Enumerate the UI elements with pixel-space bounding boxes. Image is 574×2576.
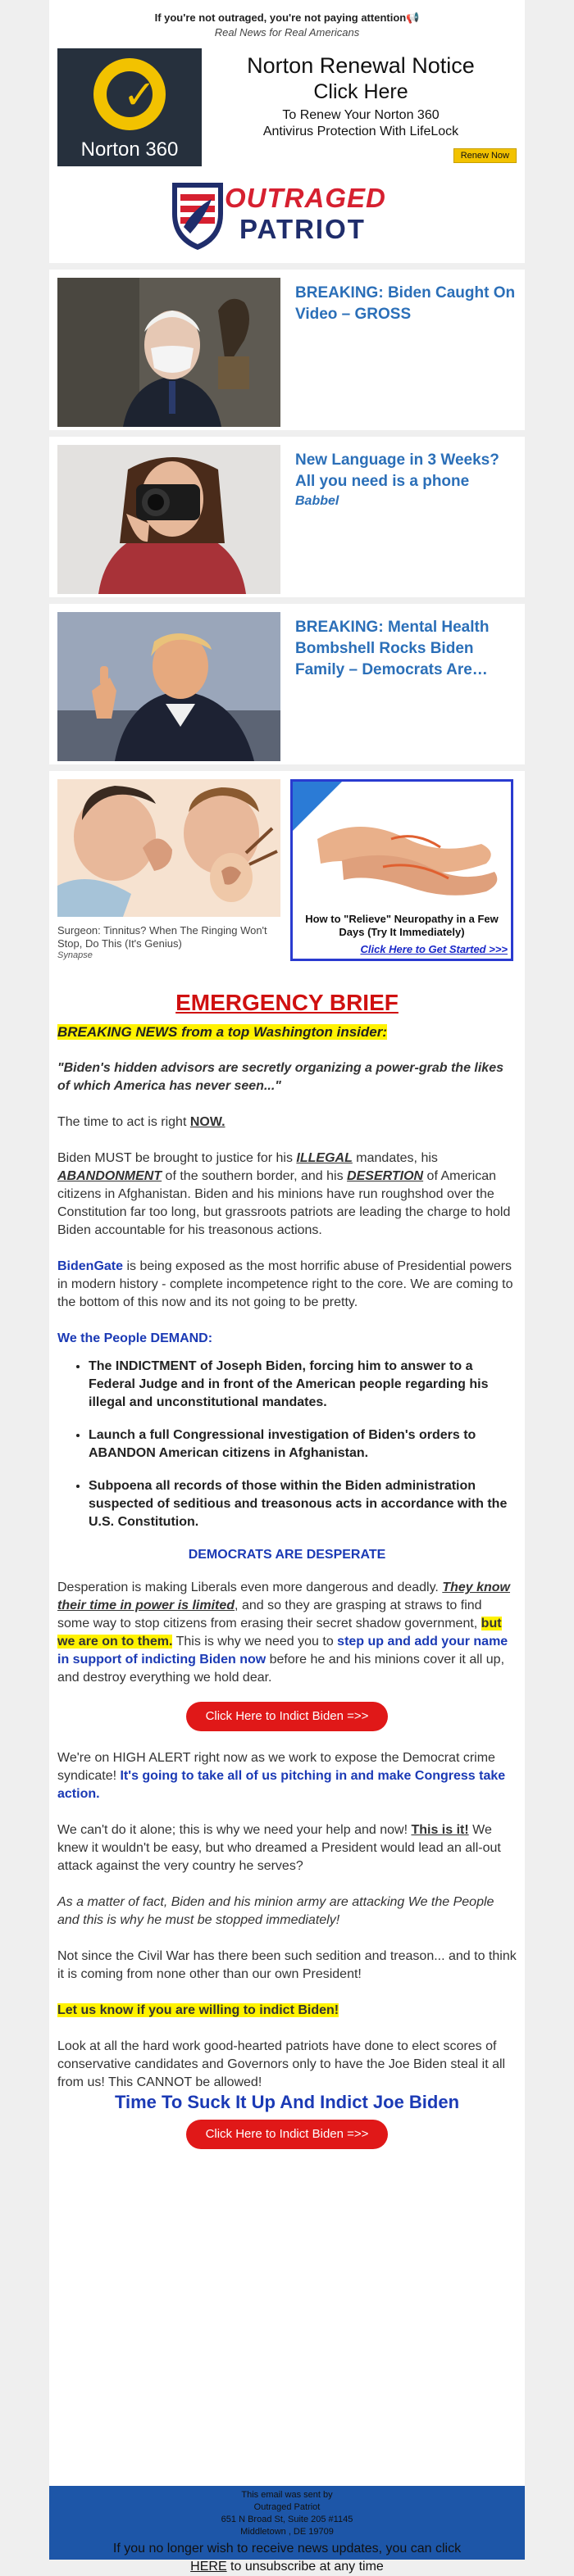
tinnitus-ad-image[interactable] <box>57 779 280 917</box>
story-image-trump[interactable] <box>57 612 280 761</box>
norton-logo[interactable] <box>57 48 202 166</box>
list-item: • The INDICTMENT of Joseph Biden, forcing him to answer to a Federal Judge and in front of the American people regarding his illegal and unconstitutional mandates. <box>89 1358 517 1412</box>
norton-line2: Antivirus Protection With LifeLock <box>262 125 459 138</box>
indict-button[interactable]: Click Here to Indict Biden =>> <box>186 2120 389 2149</box>
email-page <box>49 0 525 2574</box>
norton-ad[interactable] <box>57 45 517 166</box>
demand-list <box>57 1358 517 1531</box>
story-headline[interactable]: New Language in 3 Weeks? All you need is a phone <box>295 451 499 490</box>
norton-brand: Norton 360 <box>80 138 179 161</box>
norton-line1: To Renew Your Norton 360 <box>282 108 440 122</box>
story-source: Babbel <box>295 494 339 508</box>
paragraph-bidengate: BidenGate is being exposed as the most horrific abuse of Presidential powers in modern history - complete incompetence right to the core. We are coming to the bottom of this now and its not going to be pretty. <box>57 1259 513 1309</box>
neuropathy-ad[interactable] <box>290 779 513 961</box>
renew-now-button[interactable]: Renew Now <box>453 148 517 163</box>
norton-title[interactable]: Norton Renewal Notice <box>247 53 475 78</box>
desperate-heading: DEMOCRATS ARE DESPERATE <box>188 1548 386 1562</box>
paragraph-justice: Biden MUST be brought to justice for his ILLEGAL mandates, his ABANDONMENT of the southern border, and his DESERTION of American citizens in Afghanistan. Biden and his minions have run roughshod over the Constitution far too long, but grassroots patriots are leading the charge to hold Biden accountable for his treasonous actions. <box>57 1151 511 1237</box>
norton-text[interactable] <box>205 53 517 140</box>
logo-word-outraged: OUTRAGED <box>225 183 386 213</box>
list-item: • Launch a full Congressional investigation of Biden's orders to ABANDON American citizens in Afghanistan. <box>89 1426 517 1463</box>
footer-sent-by: This email was sent by <box>241 2490 333 2500</box>
story-image-biden[interactable] <box>57 278 280 427</box>
tagline: If you're not outraged, you're not paying attention📢 <box>154 11 420 24</box>
closing-heading: Time To Suck It Up And Indict Joe Biden <box>114 2092 460 2112</box>
megaphone-icon: 📢 <box>406 11 420 24</box>
site-logo[interactable] <box>49 173 525 263</box>
tinnitus-ad-source: Synapse <box>57 950 93 960</box>
paragraph-act-now: The time to act is right NOW. <box>57 1115 226 1129</box>
article-body <box>49 990 525 2149</box>
paragraph-help: We can't do it alone; this is why we need your help and now! This is it! We knew it wouldn't be easy, but who dreamed a President would lead an all-out attack against the very country he serves? <box>57 1823 501 1873</box>
unsubscribe-text: If you no longer wish to receive news updates, you can click HERE to unsubscribe at any time <box>112 2542 462 2574</box>
footer-city: Middletown , DE 19709 <box>240 2527 334 2537</box>
paragraph-high-alert: We're on HIGH ALERT right now as we work to expose the Democrat crime syndicate! It's going to take all of us pitching in and make Congress take action. <box>57 1751 506 1801</box>
indict-button[interactable]: Click Here to Indict Biden =>> <box>186 1702 389 1731</box>
footer-address: 651 N Broad St, Suite 205 #1145 <box>221 2515 353 2524</box>
insider-quote: "Biden's hidden advisors are secretly organizing a power-grab the likes of which America has never seen..." <box>57 1061 503 1093</box>
tagline-block <box>49 0 525 39</box>
neuropathy-ad-title[interactable]: How to "Relieve" Neuropathy in a Few Days (Try It Immediately) <box>305 913 499 938</box>
norton-click-here[interactable]: Click Here <box>313 80 408 103</box>
story-card[interactable] <box>49 263 525 430</box>
footer-sender: Outraged Patriot <box>253 2502 321 2512</box>
eagle-shield-icon <box>169 176 226 252</box>
story-image-camera[interactable] <box>57 445 280 594</box>
logo-word-patriot: PATRIOT <box>239 214 366 244</box>
tinnitus-ad-caption[interactable]: Surgeon: Tinnitus? When The Ringing Won't Stop, Do This (It's Genius) <box>57 924 267 950</box>
paragraph-desperation: Desperation is making Liberals even more dangerous and deadly. They know their time in power is limited, and so they are grasping at straws to find some way to stop citizens from erasing their secret shadow government, but we are on to them. This is why we need you to step up and add your name in support of indicting Biden now before he and his minions cover it all up, and destroy everything we hold dear. <box>57 1581 510 1685</box>
paragraph-minion-army: As a matter of fact, Biden and his minion army are attacking We the People and this is why he must be stopped immediately! <box>57 1895 494 1927</box>
tinnitus-ad[interactable] <box>57 779 280 960</box>
paragraph-civil-war: Not since the Civil War has there been such sedition and treason... and to think it is coming from none other than our own President! <box>57 1949 517 1981</box>
paragraph-hard-work: Look at all the hard work good-hearted patriots have done to elect scores of conservative candidates and Governors only to have the Joe Biden steal it all from us! This CANNOT be allowed! <box>57 2039 506 2089</box>
neuropathy-ad-image[interactable] <box>293 782 511 905</box>
story-card[interactable] <box>49 430 525 597</box>
story-headline[interactable]: BREAKING: Biden Caught On Video – GROSS <box>295 284 516 323</box>
neuropathy-ad-cta[interactable]: Click Here to Get Started >>> <box>360 943 508 955</box>
checkmark-icon: ✓ <box>123 74 157 117</box>
sponsored-ads <box>49 764 525 973</box>
list-item: • Subpoena all records of those within the Biden administration suspected of seditious and treasonous acts in accordance with the U.S. Constitution. <box>89 1477 517 1531</box>
paragraph-let-us-know: Let us know if you are willing to indict Biden! <box>57 2003 339 2017</box>
breaking-line: BREAKING NEWS from a top Washington insider: <box>57 1024 388 1040</box>
story-card[interactable] <box>49 597 525 764</box>
demand-title: We the People DEMAND: <box>57 1331 213 1345</box>
article-title: EMERGENCY BRIEF <box>175 990 399 1015</box>
story-headline[interactable]: BREAKING: Mental Health Bombshell Rocks Biden Family – Democrats Are… <box>295 619 490 678</box>
footer <box>49 2486 525 2574</box>
subtagline: Real News for Real Americans <box>214 26 360 39</box>
unsubscribe-link[interactable]: HERE <box>190 2560 227 2574</box>
norton-ring-icon <box>93 58 166 130</box>
